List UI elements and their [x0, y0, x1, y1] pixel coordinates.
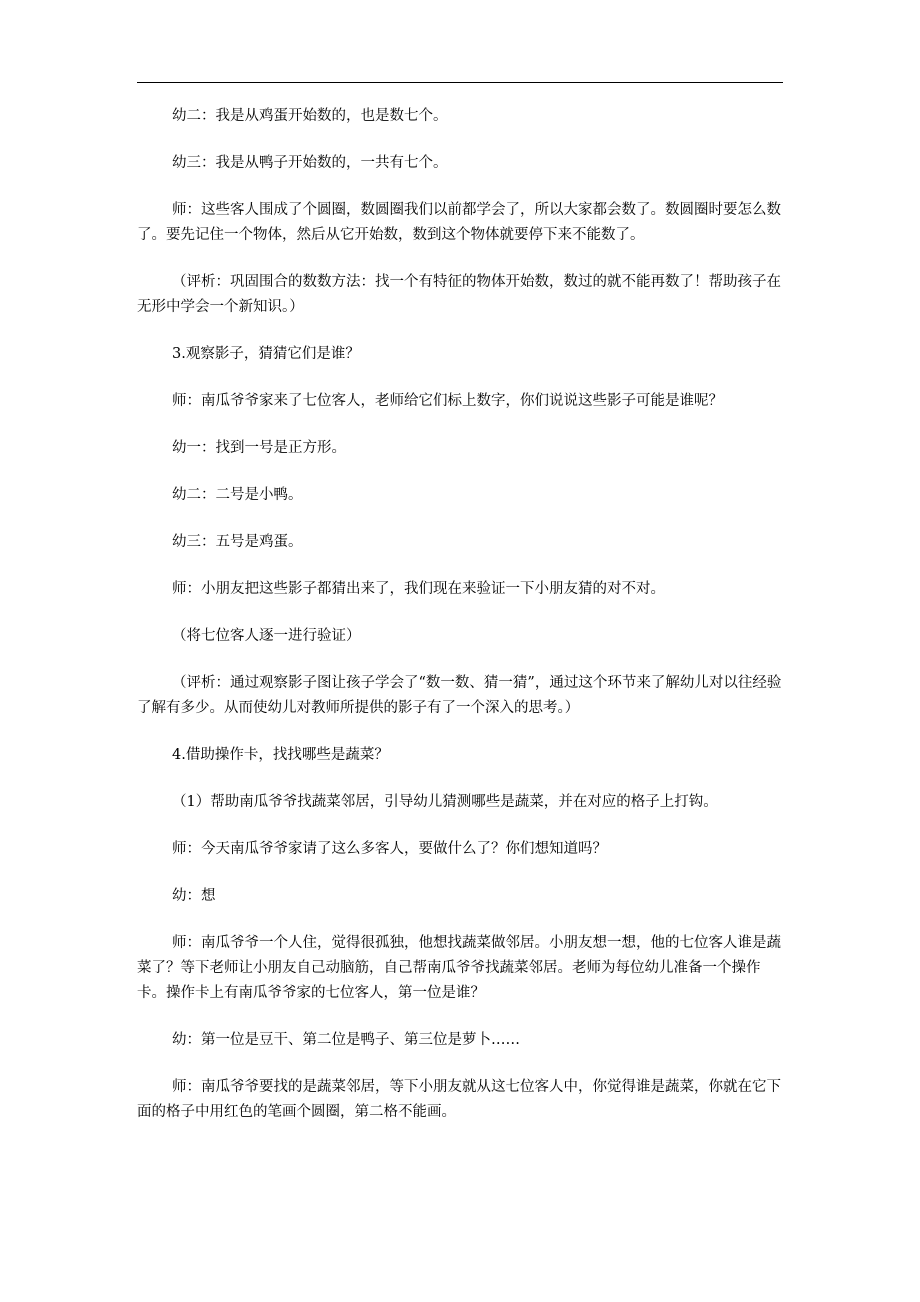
- header-rule: [137, 82, 783, 83]
- paragraph: （将七位客人逐一进行验证）: [172, 628, 361, 644]
- section-heading: 3.观察影子，猜猜它们是谁？: [172, 346, 360, 362]
- paragraph: （评析：通过观察影子图让孩子学会了“数一数、猜一猜”，通过这个环节来了解幼儿对以往经验了解有多少。从而使幼儿对教师所提供的影子有了一个深入的思考。）: [137, 675, 782, 716]
- paragraph: 师：今天南瓜爷爷家请了这么多客人，要做什么了？你们想知道吗？: [172, 841, 607, 857]
- paragraph: 师：小朋友把这些影子都猜出来了，我们现在来验证一下小朋友猜的对不对。: [172, 581, 665, 597]
- section-heading: 4.借助操作卡，找找哪些是蔬菜？: [172, 747, 389, 763]
- paragraph: 师：南瓜爷爷要找的是蔬菜邻居，等下小朋友就从这七位客人中，你觉得谁是蔬菜，你就在它下面的格子中用红色的笔画个圆圈，第二格不能画。: [137, 1079, 781, 1120]
- paragraph: 幼一：找到一号是正方形。: [172, 440, 346, 456]
- document-body: [137, 104, 783, 1125]
- paragraph: 师：南瓜爷爷家来了七位客人，老师给它们标上数字，你们说说这些影子可能是谁呢？: [172, 393, 723, 409]
- paragraph: 幼：第一位是豆干、第二位是鸭子、第三位是萝卜……: [172, 1032, 520, 1048]
- paragraph: 师：南瓜爷爷一个人住，觉得很孤独，他想找蔬菜做邻居。小朋友想一想，他的七位客人谁是蔬菜了？等下老师让小朋友自己动脑筋，自己帮南瓜爷爷找蔬菜邻居。老师为每位幼儿准备一个操作卡。操作卡上有南瓜爷爷家的七位客人，第一位是谁？: [137, 935, 781, 1001]
- paragraph: 幼：想: [172, 888, 216, 904]
- paragraph: 师：这些客人围成了个圆圈，数圆圈我们以前都学会了，所以大家都会数了。数圆圈时要怎么数了。要先记住一个物体，然后从它开始数，数到这个物体就要停下来不能数了。: [137, 202, 781, 243]
- paragraph: 幼三：我是从鸭子开始数的，一共有七个。: [172, 155, 448, 171]
- paragraph: （1）帮助南瓜爷爷找蔬菜邻居，引导幼儿猜测哪些是蔬菜，并在对应的格子上打钩。: [172, 794, 718, 810]
- paragraph: 幼三：五号是鸡蛋。: [172, 534, 303, 550]
- paragraph: 幼二：二号是小鸭。: [172, 487, 303, 503]
- paragraph: 幼二：我是从鸡蛋开始数的，也是数七个。: [172, 108, 448, 124]
- paragraph: （评析：巩固围合的数数方法：找一个有特征的物体开始数，数过的就不能再数了！帮助孩子在无形中学会一个新知识。）: [137, 274, 781, 315]
